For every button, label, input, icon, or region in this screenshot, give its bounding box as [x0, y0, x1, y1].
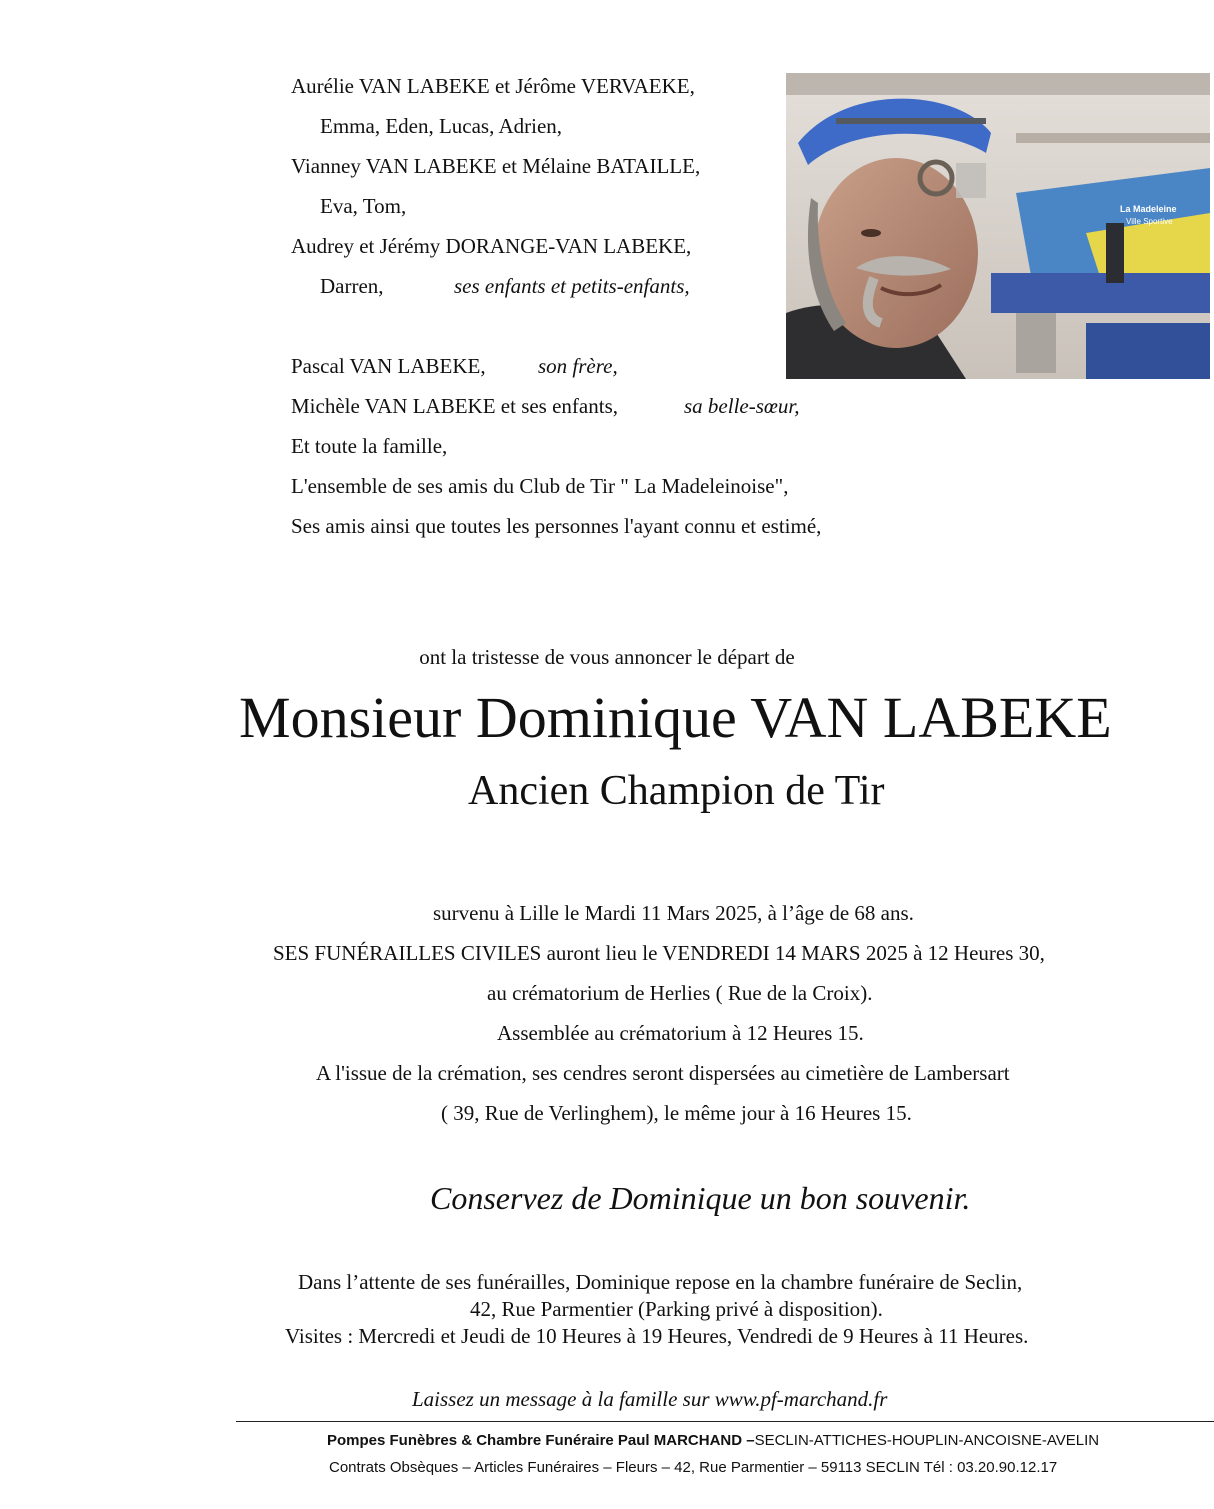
visitation-line-3: Visites : Mercredi et Jeudi de 10 Heures à 19 Heures, Vendredi de 9 Heures à 11 Heures.	[285, 1324, 1029, 1348]
family-line-9: Et toute la famille,	[291, 434, 448, 458]
souvenir-text: Conservez de Dominique un bon souvenir.	[430, 1180, 971, 1216]
visitation-line-1: Dans l’attente de ses funérailles, Dominique repose en la chambre funéraire de Seclin,	[298, 1270, 1023, 1294]
detail-line-4: Assemblée au crématorium à 12 Heures 15.	[497, 1021, 864, 1045]
sister-in-law-name: Michèle VAN LABEKE et ses enfants,	[291, 394, 618, 418]
family-line-2: Emma, Eden, Lucas, Adrien,	[320, 114, 563, 138]
family-line-4: Eva, Tom,	[320, 194, 407, 218]
footer-line-1	[327, 1431, 1099, 1451]
brother-name: Pascal VAN LABEKE,	[291, 354, 486, 378]
rifle-stock	[991, 273, 1210, 313]
portrait-photo	[786, 73, 1210, 379]
family-line-3: Vianney VAN LABEKE et Mélaine BATAILLE,	[291, 154, 701, 178]
brother-role: son frère,	[538, 354, 618, 378]
detail-line-5: A l'issue de la crémation, ses cendres seront dispersées au cimetière de Lambersart	[316, 1061, 1010, 1085]
deceased-title: Ancien Champion de Tir	[468, 768, 885, 814]
family-line-1: Aurélie VAN LABEKE et Jérôme VERVAEKE,	[291, 74, 695, 98]
footer-divider	[236, 1421, 1214, 1422]
footer-contact: Contrats Obsèques – Articles Funéraires – Fleurs – 42, Rue Parmentier – 59113 SECLIN Tél : 03.20.90.12.17	[329, 1459, 1058, 1476]
portrait-illustration	[786, 73, 1210, 379]
footer-towns: SECLIN-ATTICHES-HOUPLIN-ANCOISNE-AVELIN	[754, 1432, 1100, 1449]
sister-in-law-role: sa belle-sœur,	[684, 394, 800, 418]
visitation-line-2: 42, Rue Parmentier (Parking privé à disposition).	[470, 1297, 883, 1321]
announcement-intro: ont la tristesse de vous annoncer le départ de	[419, 645, 795, 669]
sign-text-1: La Madeleine	[1120, 204, 1177, 214]
family-line-6-name: Darren,	[320, 274, 384, 298]
deceased-name: Monsieur Dominique VAN LABEKE	[239, 685, 1112, 750]
detail-line-1: survenu à Lille le Mardi 11 Mars 2025, à l’âge de 68 ans.	[433, 901, 914, 925]
detail-line-2: SES FUNÉRAILLES CIVILES auront lieu le VENDREDI 14 MARS 2025 à 12 Heures 30,	[273, 941, 1045, 965]
sign-text-2: Ville Sportive	[1126, 217, 1173, 226]
family-line-10: L'ensemble de ses amis du Club de Tir " La Madeleinoise",	[291, 474, 789, 498]
family-line-5: Audrey et Jérémy DORANGE-VAN LABEKE,	[291, 234, 692, 258]
detail-line-6: ( 39, Rue de Verlinghem), le même jour à 16 Heures 15.	[441, 1101, 912, 1125]
detail-line-3: au crématorium de Herlies ( Rue de la Croix).	[487, 981, 873, 1005]
footer-company: Pompes Funèbres & Chambre Funéraire Paul MARCHAND –	[327, 1432, 755, 1449]
message-link-text: Laissez un message à la famille sur www.pf-marchand.fr	[412, 1387, 888, 1411]
family-line-6-role: ses enfants et petits-enfants,	[454, 274, 690, 298]
family-line-11: Ses amis ainsi que toutes les personnes l'ayant connu et estimé,	[291, 514, 822, 538]
